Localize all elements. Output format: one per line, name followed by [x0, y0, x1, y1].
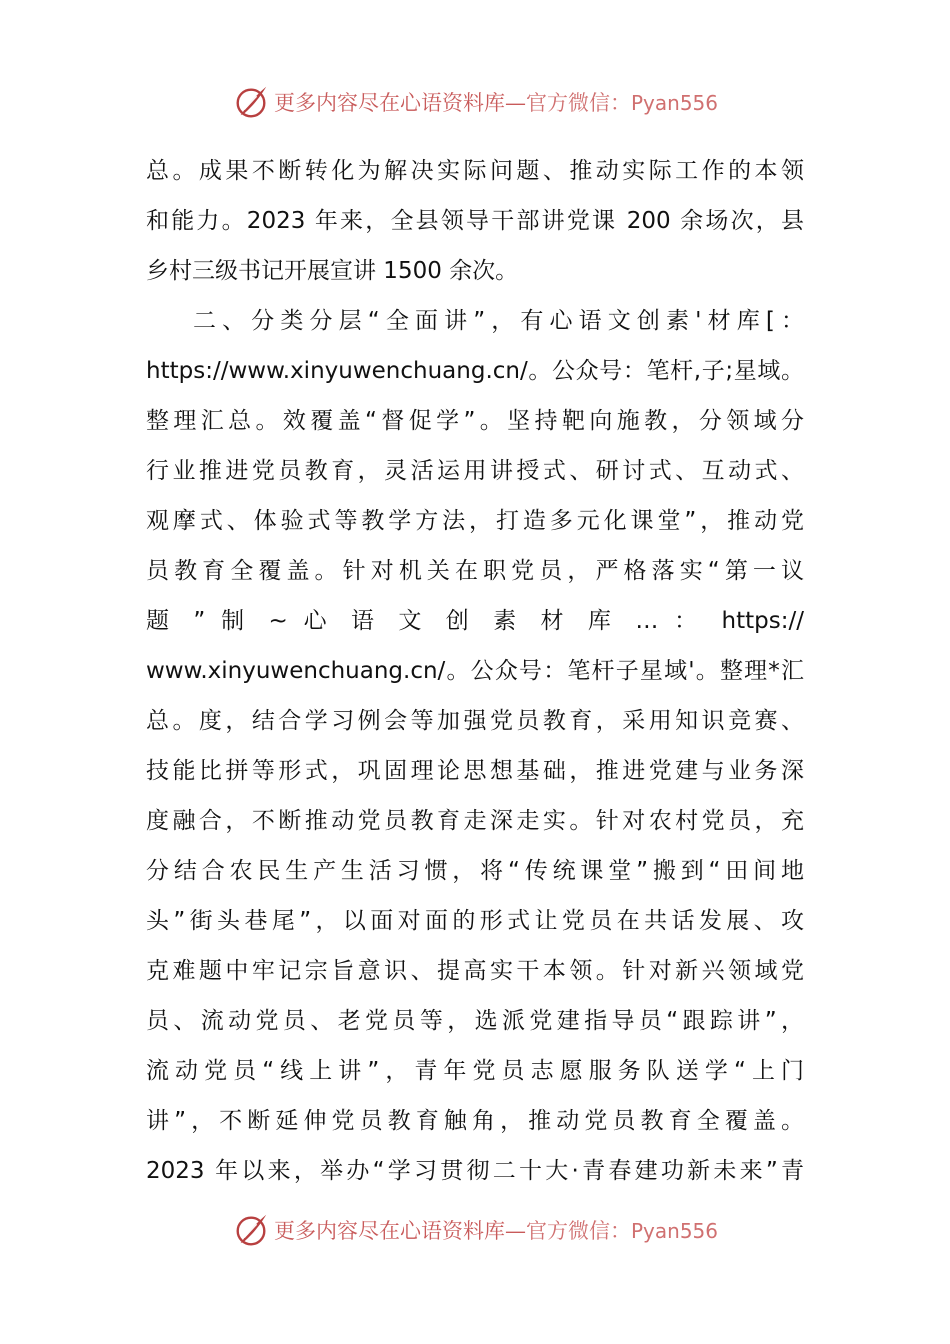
- body-line: 技能比拼等形式，巩固理论思想基础，推进党建与业务深: [146, 758, 804, 784]
- body-line: 总。度，结合学习例会等加强党员教育，采用知识竞赛、: [146, 708, 804, 734]
- body-line: 乡村三级书记开展宣讲 1500 余次。: [146, 258, 519, 284]
- banner-text: [274, 87, 718, 117]
- body-line: 2023 年以来，举办“学习贯彻二十大·青春建功新未来”青: [146, 1158, 804, 1184]
- body-line: 整理汇总。效覆盖“督促学”。坚持靶向施教，分领域分: [146, 408, 804, 434]
- quill-pen-logo-icon: [232, 1211, 270, 1249]
- body-line: 观摩式、体验式等教学方法，打造多元化课堂”，推动党: [146, 508, 804, 534]
- banner-official-label: 官方微信：: [525, 91, 631, 115]
- body-line: 头”街头巷尾”，以面对面的形式让党员在共话发展、攻: [146, 908, 804, 934]
- banner-wechat-id: Pyan556: [630, 91, 718, 115]
- body-line: 和能力。2023 年来，全县领导干部讲党课 200 余场次，县: [146, 208, 804, 234]
- body-line: 分结合农民生产生活习惯，将“传统课堂”搬到“田间地: [146, 858, 804, 884]
- body-line: 员、流动党员、老党员等，选派党建指导员“跟踪讲”，: [146, 1008, 804, 1034]
- document-body: [146, 146, 804, 1196]
- quill-pen-logo-icon: [232, 83, 270, 121]
- body-line: www.xinyuwenchuang.cn/。公众号：笔杆子星域'。整理*汇: [146, 658, 804, 684]
- banner-dash: —: [504, 91, 526, 115]
- banner-main-text: 更多内容尽在心语资料库: [273, 91, 505, 115]
- body-line: 员教育全覆盖。针对机关在职党员，严格落实“第一议: [146, 558, 804, 584]
- header-banner: [0, 82, 950, 122]
- body-line: 讲”，不断延伸党员教育触角，推动党员教育全覆盖。: [146, 1108, 804, 1134]
- banner-wechat-id: Pyan556: [630, 1219, 718, 1243]
- body-line: 克难题中牢记宗旨意识、提高实干本领。针对新兴领域党: [146, 958, 804, 984]
- body-line: 二、分类分层“全面讲”，有心语文创素'材库[：: [193, 308, 804, 334]
- body-line: 行业推进党员教育，灵活运用讲授式、研讨式、互动式、: [146, 458, 804, 484]
- body-line: 流动党员“线上讲”，青年党员志愿服务队送学“上门: [146, 1058, 804, 1084]
- banner-dash: —: [504, 1219, 526, 1243]
- body-line: 题 ” 制 ~ 心 语 文 创 素 材 库 … ： https://: [146, 608, 804, 634]
- banner-text: [274, 1215, 718, 1245]
- body-line: 总。成果不断转化为解决实际问题、推动实际工作的本领: [146, 158, 804, 184]
- body-line: 度融合，不断推动党员教育走深走实。针对农村党员，充: [146, 808, 804, 834]
- banner-main-text: 更多内容尽在心语资料库: [273, 1219, 505, 1243]
- banner-official-label: 官方微信：: [525, 1219, 631, 1243]
- footer-banner: [0, 1210, 950, 1250]
- body-line: https://www.xinyuwenchuang.cn/。公众号：笔杆,子;星域。: [146, 358, 804, 384]
